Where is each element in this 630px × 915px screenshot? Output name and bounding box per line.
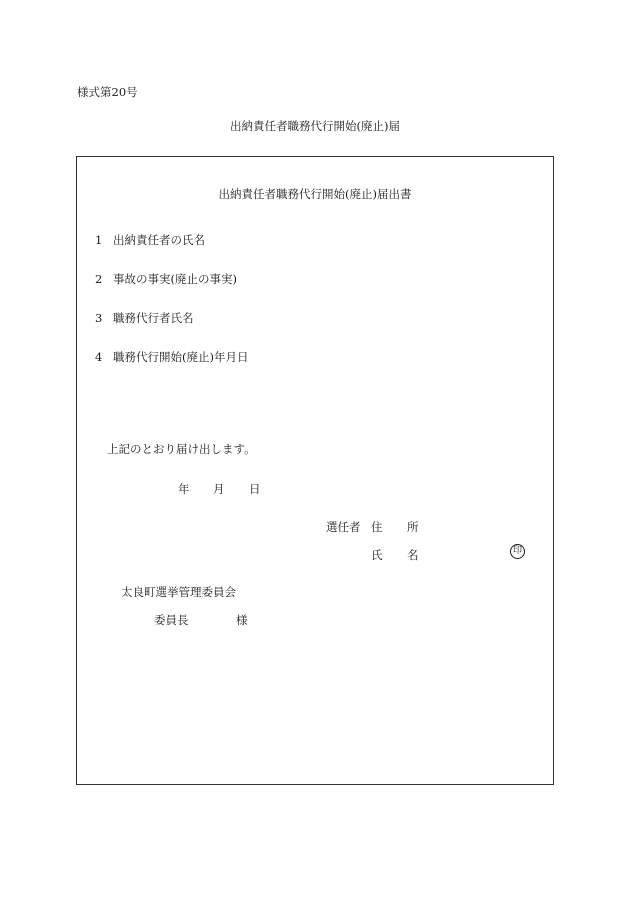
seal-mark-icon: 印	[510, 544, 525, 559]
name-label-part-2: 名	[407, 548, 419, 562]
item-number-1: 1	[95, 233, 103, 247]
form-number: 様式第20号	[77, 85, 138, 99]
form-box	[76, 156, 554, 785]
item-label-treasurer-name: 出納責任者の氏名	[113, 233, 205, 247]
appointer-label: 選任者	[326, 520, 361, 534]
addressee-committee: 太良町選挙管理委員会	[121, 585, 236, 599]
item-number-2: 2	[95, 272, 103, 286]
item-label-acting-start-date: 職務代行開始(廃止)年月日	[113, 350, 249, 364]
form-heading: 出納責任者職務代行開始(廃止)届出書	[218, 187, 412, 201]
declaration-statement: 上記のとおり届け出します。	[107, 442, 256, 456]
address-label-part-1: 住	[371, 520, 383, 534]
addressee-chairman: 委員長	[154, 613, 189, 627]
date-month-label: 月	[213, 482, 225, 496]
item-label-acting-person-name: 職務代行者氏名	[113, 311, 194, 325]
addressee-honorific: 様	[236, 613, 248, 627]
item-label-incident-fact: 事故の事実(廃止の事実)	[113, 272, 237, 286]
date-day-label: 日	[249, 482, 261, 496]
address-label-part-2: 所	[407, 520, 419, 534]
date-year-label: 年	[178, 482, 190, 496]
item-number-4: 4	[95, 350, 103, 364]
name-label-part-1: 氏	[371, 548, 383, 562]
item-number-3: 3	[95, 311, 103, 325]
document-title: 出納責任者職務代行開始(廃止)届	[230, 119, 400, 133]
